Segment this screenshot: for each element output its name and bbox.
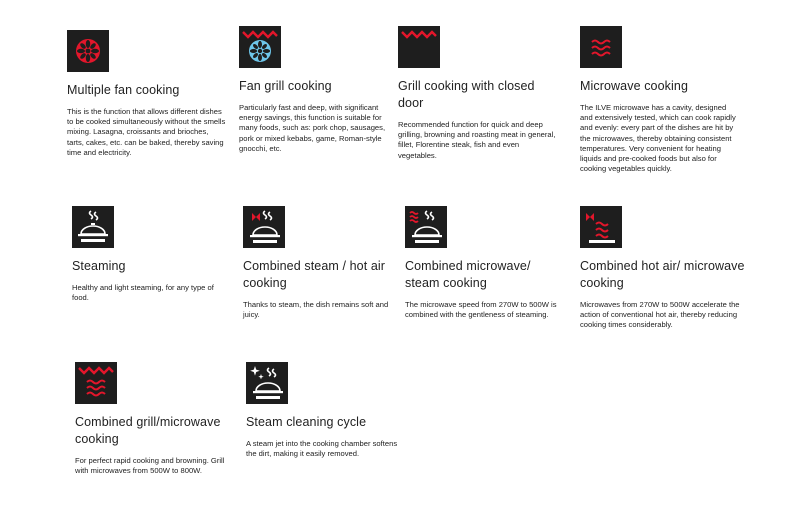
function-title: Steaming (72, 259, 126, 273)
function-description: A steam jet into the cooking chamber softens the dirt, making it easily removed. (246, 439, 398, 459)
function-description: Healthy and light steaming, for any type of food. (72, 283, 214, 303)
function-grill-microwave (75, 362, 235, 476)
steam-cleaning-icon (246, 362, 288, 404)
function-description: Thanks to steam, the dish remains soft and juicy. (243, 300, 389, 320)
function-title: Steam cleaning cycle (246, 415, 367, 429)
function-title: Grill cooking with closed door (398, 79, 535, 110)
function-title: Combined steam / hot air cooking (243, 259, 386, 290)
function-title: Combined hot air/ microwave cooking (580, 259, 745, 290)
function-microwave (580, 26, 740, 174)
function-description: This is the function that allows different dishes to be cooked simultaneously without the smells mixing. Lasagna, croissants and brioches, tarts, cakes, etc. can be baked, thereby saving time and electricity. (67, 107, 226, 157)
function-title: Microwave cooking (580, 79, 688, 93)
function-description: The ILVE microwave has a cavity, designed and extensively tested, which can cook rapidly and evenly: every part of the dishes are hit by the microwaves, thereby obtaining consistent temperatures. Very convenient for heating liquids and pre-cooked foods but also for cooking vegetables quickly. (580, 103, 736, 174)
function-description: Particularly fast and deep, with significant energy savings, this function is suitable for many foods, such as: pork chop, sausages, pork or mixed kebabs, game, Roman-style gnocchi, etc. (239, 103, 386, 153)
microwave-icon (580, 26, 622, 68)
function-grill-closed-door (398, 26, 558, 161)
steam-hot-air-icon (243, 206, 285, 248)
function-description: The microwave speed from 270W to 500W is combined with the gentleness of steaming. (405, 300, 557, 320)
function-hot-air-microwave (580, 206, 750, 331)
fan-grill-icon (239, 26, 281, 68)
function-description: Microwaves from 270W to 500W accelerate the action of conventional hot air, thereby reducing cooking times considerably. (580, 300, 740, 330)
function-multiple-fan (67, 30, 227, 158)
steam-icon (72, 206, 114, 248)
grill-microwave-icon (75, 362, 117, 404)
function-title: Combined grill/microwave cooking (75, 415, 221, 446)
function-title: Multiple fan cooking (67, 83, 180, 97)
function-title: Fan grill cooking (239, 79, 332, 93)
function-title: Combined microwave/ steam cooking (405, 259, 531, 290)
function-microwave-steam (405, 206, 565, 320)
microwave-steam-icon (405, 206, 447, 248)
grill-icon (398, 26, 440, 68)
fan-icon (67, 30, 109, 72)
function-description: Recommended function for quick and deep grilling, browning and roasting meat in general, fillet, Florentine steak, fish and even vegetables. (398, 120, 556, 160)
function-steaming (72, 206, 222, 303)
function-description: For perfect rapid cooking and browning. Grill with microwaves from 500W to 800W. (75, 456, 225, 476)
function-steam-hot-air (243, 206, 403, 320)
function-steam-cleaning (246, 362, 406, 459)
hot-air-microwave-icon (580, 206, 622, 248)
function-fan-grill (239, 26, 391, 154)
